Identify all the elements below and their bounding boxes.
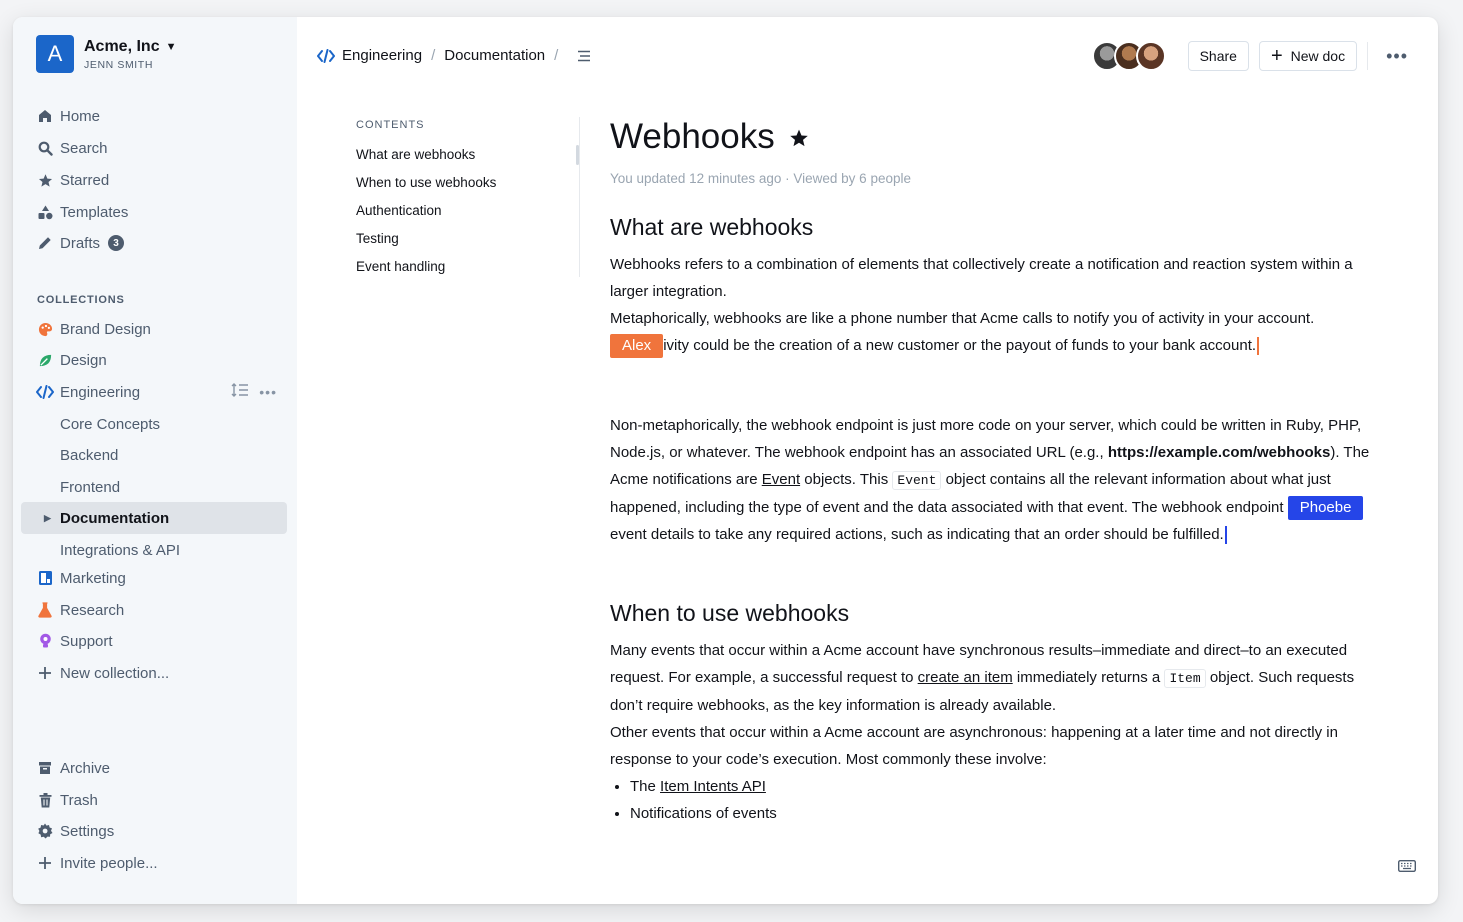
- list-item: • Notifications of events: [630, 800, 1370, 827]
- document-meta: You updated 12 minutes ago · Viewed by 6 people: [610, 171, 911, 186]
- sidebar-item-templates[interactable]: [21, 196, 287, 228]
- toc-item[interactable]: When to use webhooks: [356, 175, 497, 190]
- team-logo: A: [36, 35, 74, 73]
- toc-item[interactable]: What are webhooks: [356, 147, 476, 162]
- toc-heading: CONTENTS: [356, 119, 425, 131]
- sidebar-item-label: Search: [60, 139, 108, 157]
- sidebar-item-search[interactable]: [21, 132, 287, 164]
- sidebar-item-label: Design: [60, 351, 107, 369]
- sidebar-item-drafts[interactable]: [21, 227, 287, 259]
- collaborator-caret: [1257, 337, 1259, 355]
- sidebar-item-core-concepts[interactable]: [21, 408, 287, 440]
- sidebar-item-documentation[interactable]: [21, 502, 287, 534]
- paragraph: [610, 412, 1370, 548]
- breadcrumb-document[interactable]: Documentation: [444, 47, 546, 64]
- new-doc-button[interactable]: [1259, 41, 1357, 71]
- templates-icon: [36, 203, 54, 221]
- collections-heading: COLLECTIONS: [37, 294, 125, 306]
- paragraph-text: Webhooks refers to a combination of elements that collectively create a notification and reaction system within a larger integration.: [610, 256, 1353, 300]
- more-options-icon[interactable]: •••: [259, 384, 277, 400]
- sidebar-item-label: Archive: [60, 759, 111, 777]
- team-user: JENN SMITH: [84, 58, 153, 71]
- create-item-link[interactable]: create an item: [917, 669, 1013, 686]
- collaborator-caret: [1225, 526, 1227, 544]
- breadcrumb-separator: /: [554, 47, 559, 64]
- sidebar-item-brand-design[interactable]: [21, 313, 287, 345]
- paragraph: [610, 637, 1370, 773]
- collaborator-avatars[interactable]: [1092, 41, 1166, 71]
- archive-icon: [36, 759, 54, 777]
- event-link[interactable]: Event: [761, 471, 801, 488]
- toc-toggle-icon[interactable]: [577, 50, 591, 62]
- sidebar-item-label: Backend: [60, 446, 119, 464]
- paragraph-text: immediately returns a: [1016, 669, 1161, 686]
- sidebar-item-label: Documentation: [60, 509, 170, 527]
- gear-icon: [36, 822, 54, 840]
- new-doc-label: New doc: [1290, 48, 1346, 64]
- sidebar-item-label: Engineering: [60, 383, 141, 401]
- toc-divider: [579, 117, 580, 277]
- share-button-label: Share: [1199, 48, 1237, 64]
- toc-item[interactable]: Testing: [356, 231, 399, 246]
- bullet-list: [610, 773, 1370, 827]
- flask-icon: [36, 601, 54, 619]
- breadcrumb: [317, 47, 591, 64]
- sidebar-item-label: Frontend: [60, 478, 121, 496]
- toc-scroll-indicator: [576, 145, 579, 165]
- lightbulb-icon: [36, 632, 54, 650]
- sidebar-item-label: Research: [60, 601, 125, 619]
- collaborator-cursor-alex: Alex: [610, 334, 663, 358]
- list-item: [630, 773, 1370, 800]
- paragraph-text: Non-metaphorically, the webhook endpoint is just more code on your server, which could be written in Ruby, PHP, Node.js, or whatever. The webhook endpoint has an associated URL (e.g.,: [610, 417, 1362, 461]
- paragraph-text: Other events that occur within a Acme account are asynchronous: happening at a later time and not directly in response to your code’s execution. Most commonly these involve:: [610, 724, 1338, 768]
- paragraph-text: event details to take any required actions, such as indicating that an order should be fulfilled.: [610, 526, 1224, 543]
- sidebar-item-label: Support: [60, 632, 113, 650]
- app-window: [13, 17, 1438, 904]
- document-header: [297, 17, 1438, 97]
- url-text: https://example.com/webhooks: [1107, 444, 1331, 461]
- team-name: Acme, Inc: [84, 37, 160, 55]
- collaborator-cursor-phoebe: Phoebe: [1288, 496, 1364, 520]
- caret-down-icon: ▼: [165, 40, 177, 53]
- sidebar-item-label: Marketing: [60, 569, 126, 587]
- sidebar-item-label: Integrations & API: [60, 541, 181, 559]
- team-switcher[interactable]: [36, 35, 176, 73]
- plus-icon: [36, 664, 54, 682]
- plus-icon: +: [1270, 45, 1283, 67]
- sidebar-item-label: Invite people...: [60, 854, 158, 872]
- paragraph-text: ). The Acme notifications are: [610, 444, 1370, 488]
- header-divider: [1367, 42, 1368, 70]
- code-icon: [317, 49, 335, 63]
- sidebar-item-trash[interactable]: [21, 784, 287, 816]
- pencil-icon: [36, 234, 54, 252]
- more-options-icon[interactable]: •••: [1386, 45, 1408, 66]
- sidebar-item-invite[interactable]: [21, 847, 287, 879]
- sidebar-item-marketing[interactable]: [21, 562, 287, 594]
- paragraph-text: object contains all the relevant information about what just happened, including the type of event and the data associated with that event. The webhook endpoint: [610, 471, 1331, 516]
- search-icon: [36, 139, 54, 157]
- palette-icon: [36, 320, 54, 338]
- sidebar-item-label: Home: [60, 107, 101, 125]
- sidebar-item-frontend[interactable]: [21, 471, 287, 503]
- leaf-icon: [36, 351, 54, 369]
- sidebar-item-engineering[interactable]: [21, 376, 287, 408]
- sidebar-item-design[interactable]: [21, 344, 287, 376]
- breadcrumb-collection[interactable]: Engineering: [342, 47, 423, 64]
- sidebar-item-label: Brand Design: [60, 320, 151, 338]
- inline-code: Item: [1164, 669, 1205, 688]
- sidebar: [13, 17, 297, 904]
- avatar: [1136, 41, 1166, 71]
- item-intents-link[interactable]: Item Intents API: [660, 778, 766, 795]
- paragraph-text: Many events that occur within a Acme account have synchronous results–immediate and direct–to an executed request. For example, a successful request to: [610, 642, 1348, 686]
- keyboard-icon[interactable]: [1398, 859, 1416, 877]
- sidebar-item-label: Templates: [60, 203, 129, 221]
- document-title[interactable]: Webhooks: [610, 117, 775, 156]
- sidebar-item-home[interactable]: [21, 100, 287, 132]
- toc-item[interactable]: Event handling: [356, 259, 446, 274]
- plus-icon: [36, 854, 54, 872]
- star-icon[interactable]: [789, 117, 809, 157]
- sidebar-item-starred[interactable]: [21, 164, 287, 196]
- heading-what-are-webhooks: What are webhooks: [610, 214, 814, 240]
- sidebar-item-label: Drafts: [60, 234, 101, 252]
- book-icon: [36, 569, 54, 587]
- sidebar-item-label: Settings: [60, 822, 115, 840]
- trash-icon: [36, 791, 54, 809]
- star-icon: [36, 171, 54, 189]
- breadcrumb-separator: /: [431, 47, 436, 64]
- sidebar-item-archive[interactable]: [21, 752, 287, 784]
- paragraph: [610, 251, 1370, 359]
- document-body[interactable]: [610, 113, 1370, 827]
- sidebar-item-label: Trash: [60, 791, 98, 809]
- toc-item[interactable]: Authentication: [356, 203, 442, 218]
- paragraph-text: objects. This: [804, 471, 889, 488]
- sidebar-item-settings[interactable]: [21, 815, 287, 847]
- paragraph-text: object. Such requests don’t require webhooks, as the key information is already available.: [610, 669, 1355, 714]
- disclosure-arrow-icon[interactable]: ▶: [44, 512, 51, 523]
- inline-code: Event: [892, 471, 941, 490]
- drafts-count-badge: 3: [108, 235, 124, 251]
- sort-icon[interactable]: [231, 383, 249, 401]
- sidebar-item-backend[interactable]: [21, 439, 287, 471]
- code-icon: [36, 383, 54, 401]
- sidebar-item-label: Core Concepts: [60, 415, 161, 433]
- sidebar-item-research[interactable]: [21, 594, 287, 626]
- home-icon: [36, 107, 54, 125]
- paragraph-text: Metaphorically, webhooks are like a phone number that Acme calls to notify you of activity in your account.: [610, 310, 1315, 327]
- sidebar-item-label: Starred: [60, 171, 110, 189]
- table-of-contents: [356, 117, 580, 281]
- heading-when-to-use-webhooks: When to use webhooks: [610, 600, 850, 626]
- sidebar-item-label: New collection...: [60, 664, 170, 682]
- sidebar-item-new-collection[interactable]: [21, 657, 287, 689]
- sidebar-item-support[interactable]: [21, 625, 287, 657]
- share-button[interactable]: [1188, 41, 1249, 71]
- paragraph-text: ivity could be the creation of a new customer or the payout of funds to your bank account.: [663, 337, 1257, 354]
- list-item-text: The: [630, 778, 656, 795]
